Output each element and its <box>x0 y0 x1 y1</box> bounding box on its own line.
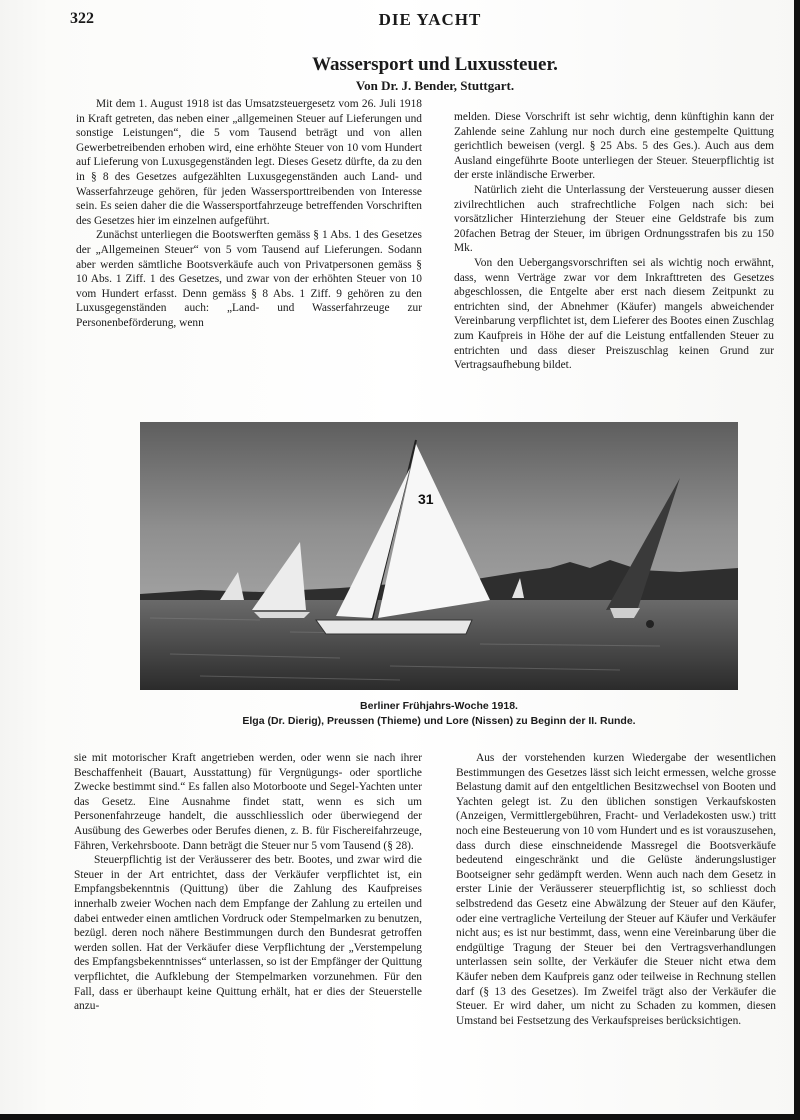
figure-caption-line2: Elga (Dr. Dierig), Preussen (Thieme) und Lore (Nissen) zu Beginn der II. Runde. <box>242 715 636 727</box>
hull-main <box>316 620 472 634</box>
paragraph: Natürlich zieht die Unterlassung der Versteuerung ausser diesen zivilrechtlichen auch strafrechtliche Folgen nach sich: bei vorsätzlicher Hinterziehung der Steuer eine Geldstrafe bis zum 20fachen Betrag der Steuer, im übrigen Ordnungsstrafen bis zu 150 Mk. <box>454 183 774 255</box>
article-title: Wassersport und Luxussteuer. <box>312 54 558 75</box>
photo-illustration <box>140 422 738 690</box>
buoy <box>646 620 654 628</box>
column-lower-right <box>456 751 776 1028</box>
figure-caption-line1: Berliner Frühjahrs-Woche 1918. <box>360 700 518 712</box>
column-upper-right <box>454 110 774 373</box>
paragraph: Mit dem 1. August 1918 ist das Umsatzsteuergesetz vom 26. Juli 1918 in Kraft getreten, das neben einer „allgemeinen Steuer auf Lieferungen und sonstige Leistungen“, die 5 vom Tausend beträgt und von allen Gewerbetreibenden erhoben wird, eine erhöhte Steuer von 10 vom Hundert auf Lieferung von Luxusgegenständen legt. Dieses Gesetz dürfte, da zu den in § 8 des Gesetzes aufgezählten Luxusgegenständen auch Land- und Wasserfahrzeuge gehören, für jeden Wassersporttreibenden von Interesse sein. Es seien daher die die Wassersportfahrzeuge betreffenden Vorschriften des Gesetzes hier im einzelnen aufgeführt. <box>76 98 422 227</box>
paragraph: Steuerpflichtig ist der Veräusserer des betr. Bootes, und zwar wird die Steuer in der Art entrichtet, dass der Verkäufer verpflichtet ist, ein Empfangsbekenntnis (Quittung) über die Zahlung des Kaufpreises innerhalb zweier Wochen nach dem Empfange der Zahlung zu erteilen und dabei entweder einen amtlichen Vordruck oder Stempelmarken zu benutzen, bezügl. deren noch nähere Bestimmungen durch den Bundesrat getroffen werden sollen. Hat der Verkäufer diese Verpflichtung der „Verstempelung des Empfangsbekenntnisses“ unterlassen, so ist der Empfänger der Quittung verpflichtet, die Aufklebung der Stempelmarken vorzunehmen. Für den Fall, dass er überhaupt keine Quittung erhält, hat er dies der Steuerstelle anzu- <box>74 854 422 1013</box>
paragraph: sie mit motorischer Kraft angetrieben werden, oder wenn sie nach ihrer Beschaffenheit (Bauart, Ausstattung) für Vergnügungs- oder sportliche Zwecke bestimmt sind.“ Es fallen also Motorboote und Segel-Yachten unter das Gesetz. Eine Ausnahme findet statt, wenn es sich um Personenfahrzeuge handelt, die ausschliesslich oder überwiegend der Ausübung des Gewerbes oder Berufes dienen, z. B. für Fischereifahrzeuge, Fähren, Verkehrsboote. Dann beträgt die Steuer nur 5 vom Tausend (§ 28). <box>74 752 422 852</box>
sail-number: 31 <box>418 491 434 507</box>
column-lower-left <box>74 751 422 1014</box>
paragraph: melden. Diese Vorschrift ist sehr wichtig, denn künftighin kann der Zahlende seine Zahlung nur noch durch eine gestempelte Quittung gerichtlich beweisen (vergl. § 25 Abs. 5 des Ges.). Auch aus dem Ausland eingeführte Boote unterliegen der Steuer. Steuerpflichtig ist der erste inländische Erwerber. <box>454 111 774 182</box>
paragraph: Von den Uebergangsvorschriften sei als wichtig noch erwähnt, dass, wenn Verträge zwar vor dem Inkrafttreten des Gesetzes abgeschlossen, die Entgelte aber erst nach diesem Zeitpunkt zu entrichten sind, der Abnehmer (Käufer) mangels abweichender Vereinbarung verpflichtet ist, dem Lieferer des Bootes einen Zuschlag zum Kaufpreis in Höhe der auf die Leistung entfallenden Steuer zu entrichten und dass dieser Preiszuschlag keinen Grund zur Vertragsaufhebung bildet. <box>454 256 774 372</box>
paragraph: Aus der vorstehenden kurzen Wiedergabe der wesentlichen Bestimmungen des Gesetzes lässt sich leicht ermessen, welche grosse Belastung damit auf den entgeltlichen Besitzwechsel von Booten und Yachten gelegt ist. Zu den üblichen sonstigen Verkaufskosten (Anzeigen, Vermittlergebühren, Fracht- und Verladekosten usw.) tritt noch eine Besteuerung von 10 vom Hundert und es ist vorauszusehen, dass durch diese einschneidende Massregel die Bootsverkäufe bedeutend eingeschränkt und die Gelüste änderungslustiger Bootseigner sehr gedämpft werden. Wenn auch nach dem Gesetz in erster Linie der Veräusserer steuerpflichtig ist, so schliesst doch selbstredend das Gesetz eine Abwälzung der Steuer auf den Käufer, oder eine vertragliche Verteilung der Steuer auf Käufer und Verkäufer nicht aus; es ist nur bestimmt, dass, wenn eine Vereinbarung über die endgültige Tragung der Steuer bei den Vertragsverhandlungen unterlassen sein sollte, der Verkäufer die Steuer nicht etwa dem Käufer neben dem Kaufpreis ganz oder teilweise in Rechnung stellen darf (§ 13 des Gesetzes). Im Zweifel trägt also der Verkäufer die Steuer. Er wird daher, um nicht zu Schaden zu kommen, diesen Umstand bei Festsetzung des Verkaufspreises berücksichtigen. <box>456 752 776 1027</box>
journal-title: DIE YACHT <box>378 10 482 29</box>
hull-boat-left <box>254 612 310 618</box>
byline: Von Dr. J. Bender, Stuttgart. <box>355 78 515 93</box>
page-number: 322 <box>70 10 94 27</box>
scan-edge-right <box>794 0 800 1120</box>
column-upper-left <box>76 97 422 331</box>
paragraph: Zunächst unterliegen die Bootswerften gemäss § 1 Abs. 1 des Gesetzes der „Allgemeinen Steuer“ von 5 vom Tausend auf Lieferungen. Sodann aber werden sämtliche Bootsverkäufe auch von Privatpersonen gemäss § 10 Abs. 1 Ziff. 1 des Gesetzes, und zwar von der erhöhten Steuer von 10 vom Hundert erfasst. Denn gemäss § 8 Abs. 1 Ziff. 9 gehören zu den Luxusgegenständen auch: „Land- und Wasserfahrzeuge zur Personenbeförderung, wenn <box>76 229 422 329</box>
sailing-photo <box>140 422 738 690</box>
scan-edge-bottom <box>0 1114 800 1120</box>
